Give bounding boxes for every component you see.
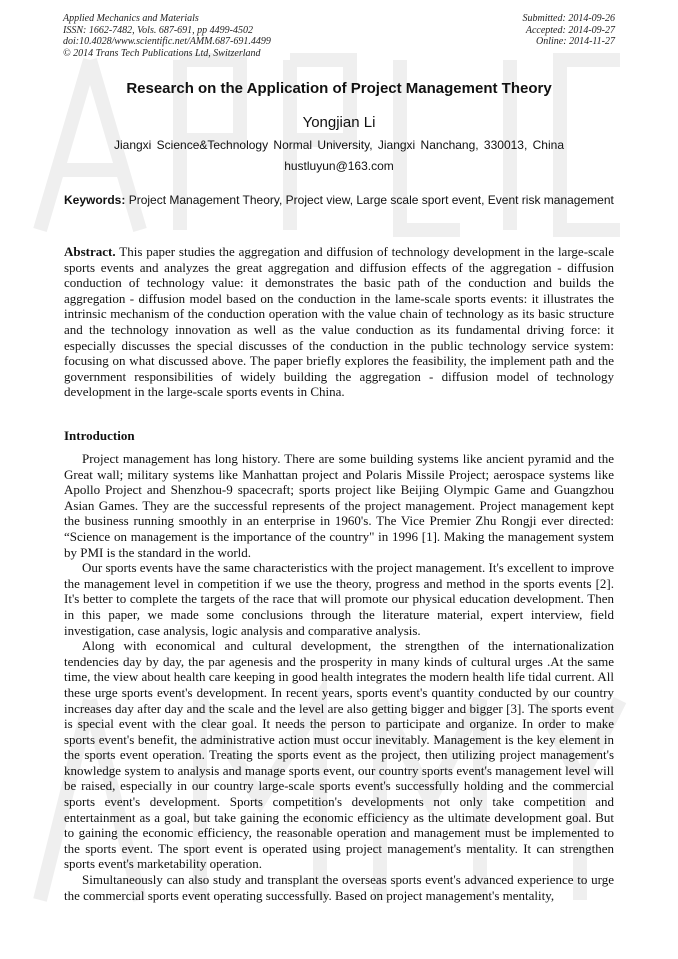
paper-title: Research on the Application of Project Management Theory	[126, 80, 552, 97]
issn: ISSN: 1662-7482, Vols. 687-691, pp 4499-4502	[63, 24, 253, 36]
accepted-date: Accepted: 2014-09-27	[525, 24, 615, 36]
section-heading-introduction: Introduction	[64, 428, 135, 443]
author-email: hustluyun@163.com	[284, 159, 394, 173]
introduction-body	[64, 451, 614, 903]
online-date: Online: 2014-11-27	[536, 36, 615, 47]
author-name: Yongjian Li	[302, 114, 376, 131]
paragraph: Simultaneously can also study and transplant the overseas sports event's advanced experience to urge the commercial sports event operating successfully. Based on project management's mentality,	[64, 872, 614, 903]
doi: doi:10.4028/www.scientific.net/AMM.687-691.4499	[63, 36, 271, 47]
abstract-label: Abstract.	[64, 244, 116, 259]
keywords-label: Keywords:	[64, 193, 126, 207]
author-affiliation: Jiangxi Science&Technology Normal University, Jiangxi Nanchang, 330013, China	[113, 138, 564, 152]
publication-info	[63, 13, 271, 59]
paragraph: Along with economical and cultural development, the strengthen of the internationalization tendencies day by day, the par agenesis and the prosperity in many kinds of cultural urges .At the same time, the view about health care keeping in good health integrates the modern health life tidal current. All these urge sports event's development. In recent years, sports event's quantity conducted by our country increases day after day and the scale and the level are also getting bigger and bigger [3]. The sports event is special event with the clear goal. It needs the person to participate and organize. In order to make sports event's benefit, the administrative action must occur inevitably. Management is the key element in the sports event operation. Treating the sports event as the project, then utilizing project management's knowledge system to analysis and manage sports event, our country sports event's management level will be raised, especially in our country large-scale sports event's successfully holding and the commercial sports event's development. Sports competition's developments not only take competition and entertainment as a goal, but take gaining the economic efficiency as the ultimate development goal. But to gaining the economic efficiency, the reasonable operation and management must be implemented to the sports event. The sport event is operated using project management's mentality. It can strengthen sports event's marketability operation.	[64, 638, 614, 872]
publication-header	[63, 13, 615, 59]
keywords	[64, 193, 614, 207]
keywords-text: Project Management Theory, Project view, Large scale sport event, Event risk management	[128, 193, 614, 207]
submitted-date: Submitted: 2014-09-26	[522, 13, 615, 24]
journal-name: Applied Mechanics and Materials	[63, 13, 199, 24]
abstract-text: This paper studies the aggregation and diffusion of technology development in the large-scale sports events and analyzes the great aggregation and diffusion effects of the aggregation - diffusion conduction of technology value: it demonstrates the basic path of the conduction and builds the aggregation - diffusion model based on the conduction in the lame-scale sports events: it illustrates the intrinsic mechanism of the conduction operation with the value chain of technology as its basic structure and the technology innovation as well as the value conduction as its fundamental driving force: it especially discusses the special discusses of the conduction in the public technology service system: focusing on what discussed above. The paper briefly explores the feasibility, the implement path and the government responsibilities of widely building the aggregation - diffusion model of technology development in the large-scale sports events in China.	[64, 244, 615, 400]
paragraph: Our sports events have the same characteristics with the project management. It's excellent to improve the management level in competition if we use the theory, progress and method in the sports events [2]. It's better to complete the targets of the race that will promote our physical education development. Then in this paper, we made some conclusions through the literature material, expert interview, field investigation, case analysis, logic analysis and comparative analysis.	[64, 560, 614, 638]
copyright: © 2014 Trans Tech Publications Ltd, Switzerland	[63, 47, 261, 59]
publication-dates	[523, 13, 616, 59]
abstract	[64, 244, 614, 400]
paragraph: Project management has long history. There are some building systems like ancient pyramid and the Great wall; military systems like Manhattan project and Polaris Missile Project; aerospace systems like Apollo Project and Shenzhou-9 spacecraft; sports project like Beijing Olympic Game and Guangzhou Asian Games. They are the successful represents of the project management. Project management kept the business running smoothly in an enterprise in 1960's. The Vice Premier Zhu Rongji ever directed: “Science on management is the importance of the country" in 1996 [1]. Making the management system by PMI is the standard in the world.	[64, 451, 614, 560]
